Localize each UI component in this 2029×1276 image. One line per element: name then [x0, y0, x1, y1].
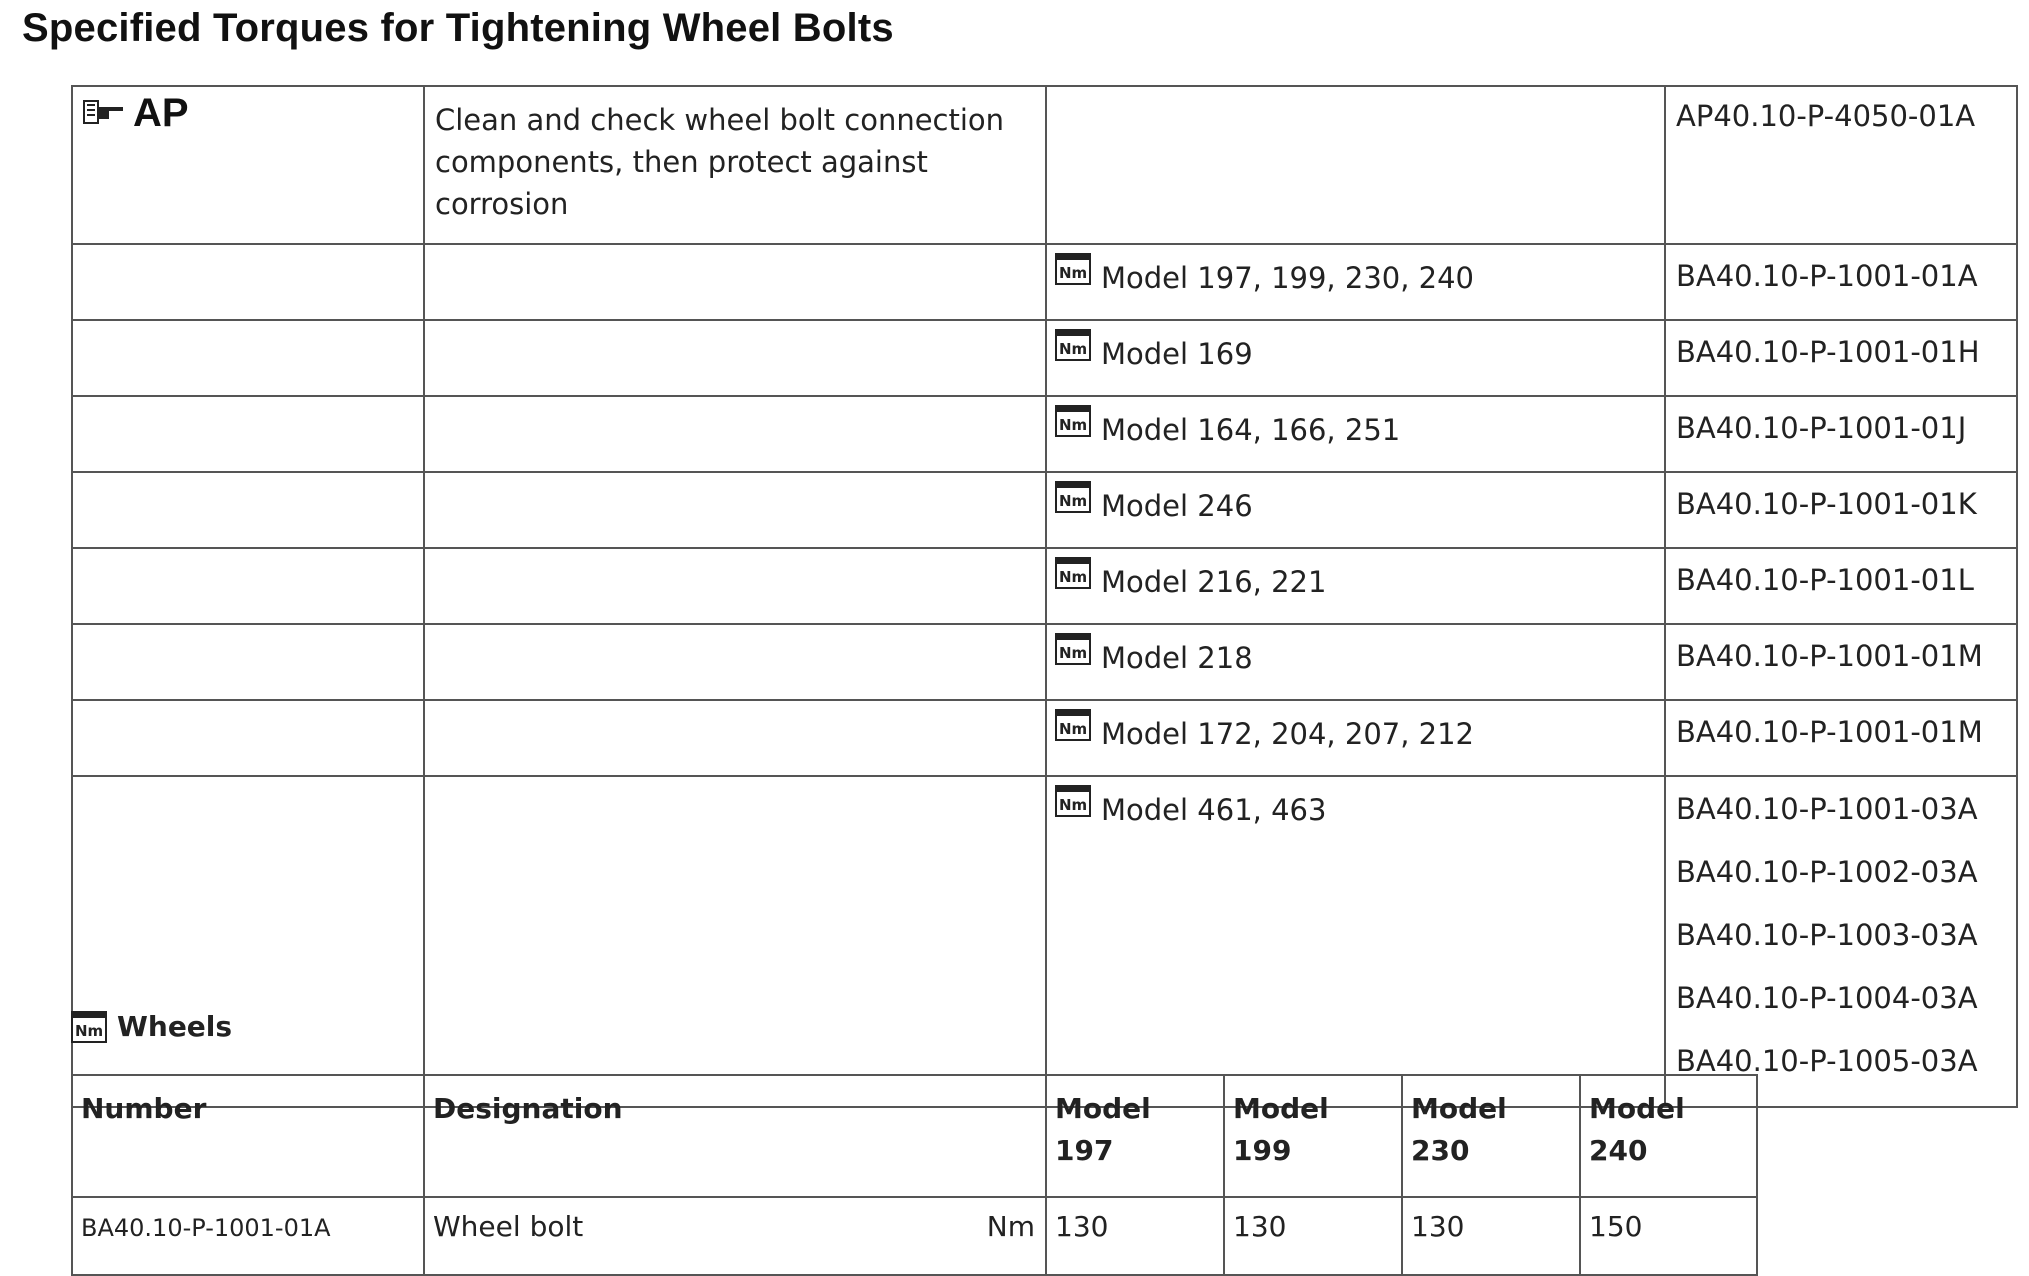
model-label: Model 164, 166, 251 — [1101, 413, 1401, 447]
header-number: Number — [72, 1075, 424, 1197]
model-reference-link[interactable]: BA40.10-P-1002-03A — [1676, 855, 1978, 889]
model-reference-link[interactable]: BA40.10-P-1001-01L — [1665, 548, 2017, 624]
torque-nm-icon — [1055, 329, 1091, 361]
ap-label: AP — [133, 91, 189, 135]
reference-list — [1676, 791, 2016, 1106]
model-row — [72, 700, 2017, 776]
torque-unit: Nm — [986, 1210, 1035, 1243]
wheel-bolt-designation: Wheel bolt — [433, 1210, 584, 1243]
model-label: Model 169 — [1101, 337, 1253, 371]
header-designation: Designation — [424, 1075, 1046, 1197]
model-reference-link[interactable]: BA40.10-P-1003-03A — [1676, 918, 1978, 952]
torque-model-199: 130 — [1224, 1197, 1402, 1275]
model-row — [72, 320, 2017, 396]
model-row — [72, 776, 2017, 1107]
ap-reference-link[interactable]: AP40.10-P-4050-01A — [1665, 86, 2017, 244]
model-label: Model 172, 204, 207, 212 — [1101, 717, 1475, 751]
model-reference-link[interactable]: BA40.10-P-1001-01K — [1665, 472, 2017, 548]
torque-nm-icon — [1055, 633, 1091, 665]
model-label: Model 246 — [1101, 489, 1253, 523]
model-reference-link[interactable]: BA40.10-P-1005-03A — [1676, 1044, 1978, 1078]
model-row — [72, 396, 2017, 472]
torque-model-230: 130 — [1402, 1197, 1580, 1275]
torque-model-197: 130 — [1046, 1197, 1224, 1275]
model-row — [72, 244, 2017, 320]
svg-text:Nm: Nm — [1059, 568, 1088, 586]
svg-text:Nm: Nm — [1059, 720, 1088, 738]
table-row — [72, 1197, 1757, 1275]
model-label: Model 216, 221 — [1101, 565, 1327, 599]
svg-text:Nm: Nm — [1059, 492, 1088, 510]
header-model-240: Model 240 — [1580, 1075, 1757, 1197]
wheels-heading-label: Wheels — [117, 1010, 233, 1043]
torque-nm-icon — [1055, 557, 1091, 589]
model-row — [72, 548, 2017, 624]
model-reference-link[interactable]: BA40.10-P-1001-01A — [1665, 244, 2017, 320]
model-reference-link[interactable]: BA40.10-P-1001-01H — [1665, 320, 2017, 396]
torque-nm-icon — [1055, 405, 1091, 437]
ap-row — [72, 86, 2017, 244]
procedures-table — [71, 85, 2018, 1108]
model-label: Model 218 — [1101, 641, 1253, 675]
wheels-table — [71, 1074, 1758, 1276]
wheel-bolt-number: BA40.10-P-1001-01A — [72, 1197, 424, 1275]
model-reference-link[interactable]: BA40.10-P-1001-01M — [1665, 624, 2017, 700]
torque-model-240: 150 — [1580, 1197, 1757, 1275]
header-model-199: Model 199 — [1224, 1075, 1402, 1197]
model-reference-link[interactable]: BA40.10-P-1004-03A — [1676, 981, 1978, 1015]
torque-nm-icon — [1055, 253, 1091, 285]
svg-text:Nm: Nm — [1059, 644, 1088, 662]
model-row — [72, 624, 2017, 700]
ap-description: Clean and check wheel bolt connection components, then protect against corrosion — [424, 86, 1046, 244]
torque-nm-icon — [1055, 709, 1091, 741]
model-reference-link[interactable]: BA40.10-P-1001-01J — [1665, 396, 2017, 472]
model-label: Model 461, 463 — [1101, 793, 1327, 827]
torque-nm-icon — [1055, 785, 1091, 817]
page-title: Specified Torques for Tightening Wheel Bolts — [22, 6, 894, 50]
svg-text:Nm: Nm — [1059, 796, 1088, 814]
svg-text:Nm: Nm — [1059, 416, 1088, 434]
svg-text:Nm: Nm — [75, 1022, 104, 1040]
wheels-heading — [71, 1010, 232, 1043]
wheels-header-row — [72, 1075, 1757, 1197]
pointing-hand-icon — [83, 97, 127, 127]
ap-empty-cell — [1046, 86, 1665, 244]
header-model-197: Model 197 — [1046, 1075, 1224, 1197]
header-model-230: Model 230 — [1402, 1075, 1580, 1197]
torque-nm-icon — [1055, 481, 1091, 513]
model-label: Model 197, 199, 230, 240 — [1101, 261, 1475, 295]
torque-nm-icon — [71, 1011, 107, 1043]
ap-cell — [72, 86, 424, 244]
model-row — [72, 472, 2017, 548]
model-reference-link[interactable]: BA40.10-P-1001-03A — [1676, 792, 1978, 826]
model-reference-link[interactable]: BA40.10-P-1001-01M — [1665, 700, 2017, 776]
svg-text:Nm: Nm — [1059, 340, 1088, 358]
svg-text:Nm: Nm — [1059, 264, 1088, 282]
